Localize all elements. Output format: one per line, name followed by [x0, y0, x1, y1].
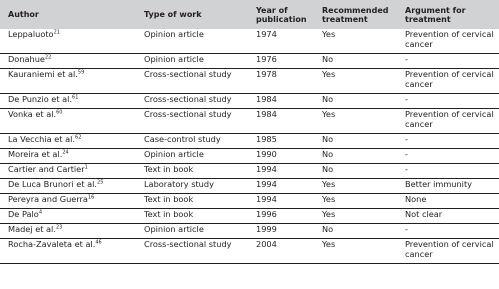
header-author: Author — [0, 0, 136, 29]
cell-year: 1974 — [248, 29, 314, 54]
reference-number: 1 — [84, 164, 88, 171]
cell-recommended-treatment: Yes — [314, 194, 397, 209]
cell-author — [0, 224, 136, 239]
cell-year: 1984 — [248, 94, 314, 109]
reference-number: 61 — [72, 94, 79, 101]
cell-author — [0, 109, 136, 134]
cell-argument: - — [397, 164, 499, 179]
cell-recommended-treatment: Yes — [314, 239, 397, 264]
author-name: De Luca Brunori et al. — [8, 179, 98, 189]
cell-type-of-work: Opinion article — [136, 54, 248, 69]
cell-recommended-treatment: Yes — [314, 69, 397, 94]
cell-type-of-work: Opinion article — [136, 224, 248, 239]
cell-author — [0, 179, 136, 194]
cell-year: 2004 — [248, 239, 314, 264]
cell-type-of-work: Cross-sectional study — [136, 239, 248, 264]
author-name: Donahue — [8, 54, 45, 64]
author-name: De Palo — [8, 209, 39, 219]
cell-type-of-work: Text in book — [136, 164, 248, 179]
cell-argument: Prevention of cervical cancer — [397, 109, 499, 134]
cell-recommended-treatment: No — [314, 54, 397, 69]
reference-number: 4 — [38, 209, 43, 216]
reference-number: 24 — [62, 149, 69, 156]
cell-year: 1996 — [248, 209, 314, 224]
cell-year: 1994 — [248, 179, 314, 194]
cell-author — [0, 54, 136, 69]
cell-type-of-work: Cross-sectional study — [136, 69, 248, 94]
cell-type-of-work: Cross-sectional study — [136, 94, 248, 109]
table-row — [0, 149, 499, 164]
cell-type-of-work: Cross-sectional study — [136, 109, 248, 134]
cell-argument: Prevention of cervical cancer — [397, 69, 499, 94]
cell-author — [0, 69, 136, 94]
reference-number: 16 — [87, 194, 95, 201]
header-year: Year of publication — [248, 0, 314, 29]
table-row — [0, 69, 499, 94]
table-body — [0, 29, 499, 264]
cell-author — [0, 134, 136, 149]
cell-author — [0, 29, 136, 54]
table-row — [0, 164, 499, 179]
author-name: Vonka et al. — [8, 109, 57, 119]
cell-recommended-treatment: Yes — [314, 29, 397, 54]
cell-year: 1990 — [248, 149, 314, 164]
author-name: Kauraniemi et al. — [8, 69, 78, 79]
reference-number: 23 — [55, 224, 63, 231]
cell-author — [0, 149, 136, 164]
cell-recommended-treatment: No — [314, 164, 397, 179]
cell-year: 1994 — [248, 194, 314, 209]
cell-type-of-work: Text in book — [136, 209, 248, 224]
cell-year: 1985 — [248, 134, 314, 149]
table-row — [0, 194, 499, 209]
table-header — [0, 0, 499, 29]
author-name: Moreira et al. — [8, 149, 63, 159]
table-row — [0, 94, 499, 109]
cell-author — [0, 194, 136, 209]
cell-year: 1984 — [248, 109, 314, 134]
cell-argument: - — [397, 134, 499, 149]
cell-year: 1976 — [248, 54, 314, 69]
cell-recommended-treatment: Yes — [314, 209, 397, 224]
reference-number: 22 — [44, 54, 52, 61]
cell-year: 1978 — [248, 69, 314, 94]
author-name: De Punzio et al. — [8, 94, 73, 104]
author-name: Rocha-Zavaleta et al. — [8, 239, 96, 249]
header-row — [0, 0, 499, 29]
author-name: Madej et al. — [8, 224, 56, 234]
cell-argument: None — [397, 194, 499, 209]
cell-author — [0, 209, 136, 224]
table-row — [0, 209, 499, 224]
reference-number: 59 — [77, 69, 85, 76]
cell-argument: Prevention of cervical cancer — [397, 29, 499, 54]
header-recommended-treatment: Recommended treatment — [314, 0, 397, 29]
header-type-of-work: Type of work — [136, 0, 248, 29]
cell-recommended-treatment: No — [314, 149, 397, 164]
cell-year: 1999 — [248, 224, 314, 239]
header-argument: Argument for treatment — [397, 0, 499, 29]
table-row — [0, 179, 499, 194]
cell-recommended-treatment: No — [314, 134, 397, 149]
cell-recommended-treatment: Yes — [314, 179, 397, 194]
cell-argument: - — [397, 149, 499, 164]
reference-number: 62 — [75, 134, 82, 141]
cell-argument: Better immunity — [397, 179, 499, 194]
cell-recommended-treatment: No — [314, 224, 397, 239]
table-row — [0, 134, 499, 149]
author-name: Pereyra and Guerra — [8, 194, 88, 204]
author-name: Cartier and Cartier — [8, 164, 85, 174]
table-row — [0, 54, 499, 69]
reference-number: 25 — [97, 179, 104, 186]
reference-number: 21 — [53, 29, 60, 36]
cell-recommended-treatment: Yes — [314, 109, 397, 134]
cell-type-of-work: Opinion article — [136, 29, 248, 54]
reference-number: 60 — [56, 109, 63, 116]
table-row — [0, 109, 499, 134]
cell-author — [0, 94, 136, 109]
cell-argument: Prevention of cervical cancer — [397, 239, 499, 264]
cell-argument: - — [397, 94, 499, 109]
table-row — [0, 224, 499, 239]
author-name: La Vecchia et al. — [8, 134, 76, 144]
cell-type-of-work: Opinion article — [136, 149, 248, 164]
table-row — [0, 29, 499, 54]
cell-author — [0, 164, 136, 179]
cell-type-of-work: Laboratory study — [136, 179, 248, 194]
cell-recommended-treatment: No — [314, 94, 397, 109]
cell-type-of-work: Text in book — [136, 194, 248, 209]
cell-author — [0, 239, 136, 264]
cell-type-of-work: Case-control study — [136, 134, 248, 149]
cell-argument: Not clear — [397, 209, 499, 224]
table-row — [0, 239, 499, 264]
cell-year: 1994 — [248, 164, 314, 179]
author-name: Leppaluoto — [8, 29, 54, 39]
cell-argument: - — [397, 224, 499, 239]
cell-argument: - — [397, 54, 499, 69]
reference-number: 46 — [95, 239, 102, 246]
